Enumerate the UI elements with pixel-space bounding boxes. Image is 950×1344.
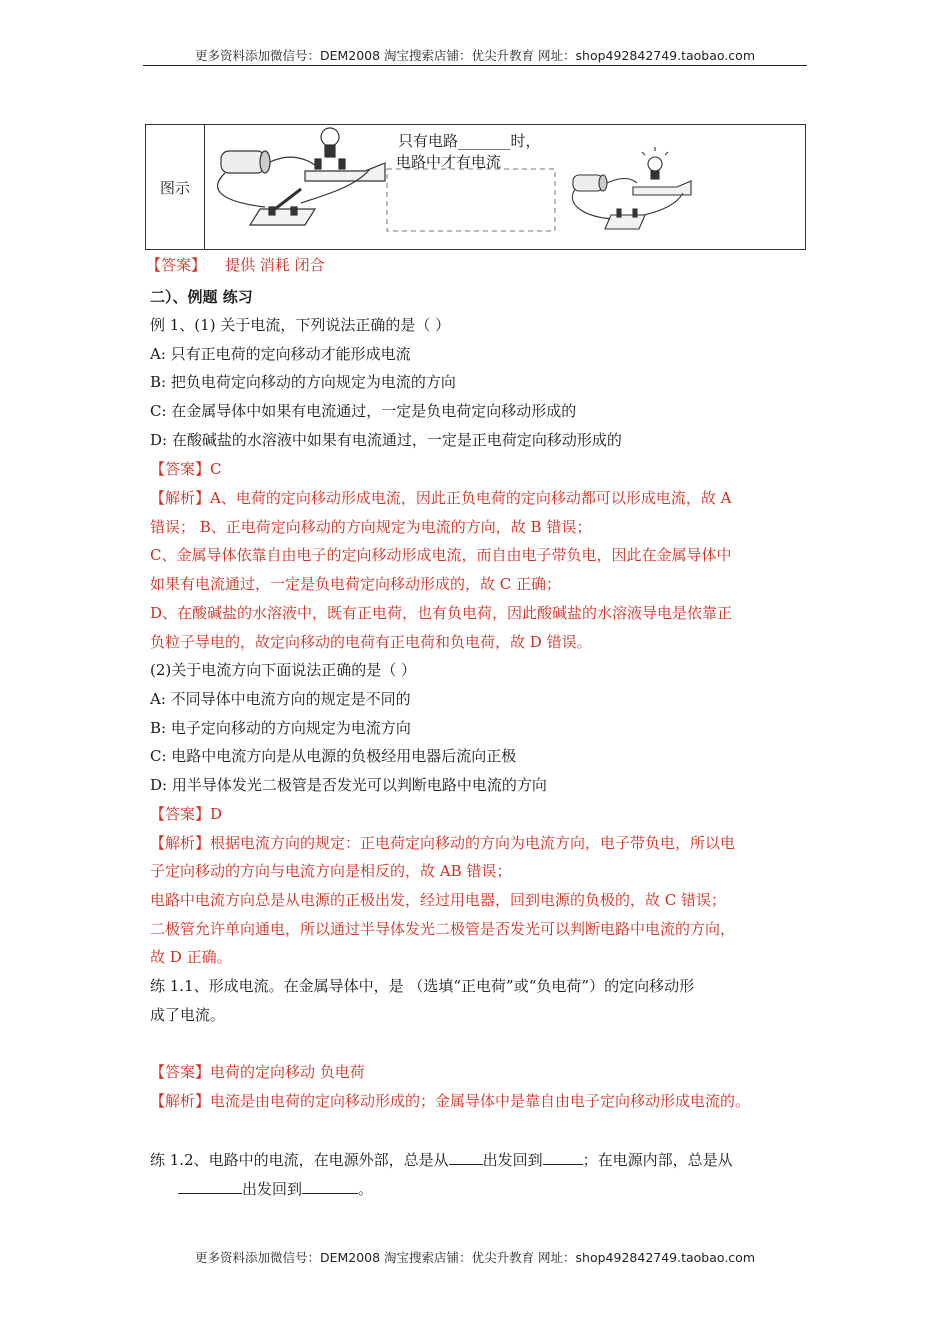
ex2-answer: 【答案】D <box>150 805 223 823</box>
ex1-option-a: A: 只有正电荷的定向移动才能形成电流 <box>150 345 411 363</box>
p11-analysis: 【解析】电流是由电荷的定向移动形成的；金属导体中是靠自由电子定向移动形成电流的。 <box>150 1092 751 1110</box>
ex1-analysis-line: 负粒子导电的，故定向移动的电荷有正电荷和负电荷，故 D 错误。 <box>150 633 592 651</box>
fill-blank[interactable] <box>178 1178 242 1194</box>
ex1-analysis-line: 如果有电流通过，一定是负电荷定向移动形成的，故 C 正确； <box>150 575 562 593</box>
circuit-figure <box>205 125 805 249</box>
ex1-option-c: C: 在金属导体中如果有电流通过，一定是负电荷定向移动形成的 <box>150 402 577 420</box>
answer-line-0 <box>146 255 325 275</box>
p12-question-line1 <box>150 1149 733 1170</box>
figure-caption-line2: 电路中才有电流 <box>396 153 502 171</box>
ex1-option-d: D: 在酸碱盐的水溶液中如果有电流通过，一定是正电荷定向移动形成的 <box>150 431 622 449</box>
circuit-right-drawing <box>572 147 691 229</box>
header-rule <box>143 65 807 66</box>
ex2-analysis-line: 电路中电流方向总是从电源的正极出发，经过用电器，回到电源的负极的，故 C 错误； <box>150 891 727 909</box>
ex1-analysis-line: 【解析】A、电荷的定向移动形成电流，因此正负电荷的定向移动都可以形成电流，故 A <box>150 489 732 507</box>
figure-caption-line1: 只有电路_______时， <box>398 132 541 150</box>
p12-question-line2 <box>178 1178 373 1199</box>
dashed-placeholder-box <box>387 169 555 231</box>
ex2-option-b: B: 电子定向移动的方向规定为电流方向 <box>150 719 411 737</box>
ex2-option-c: C: 电路中电流方向是从电源的负极经用电器后流向正极 <box>150 747 517 765</box>
p12-text-c: ；在电源内部，总是从 <box>582 1151 733 1169</box>
ex1-analysis-line: 错误； B、正电荷定向移动的方向规定为电流的方向，故 B 错误； <box>150 518 592 536</box>
answer-text: 提供 消耗 闭合 <box>225 256 325 274</box>
p12-text-b: 出发回到 <box>482 1151 543 1169</box>
p11-answer: 【答案】电荷的定向移动 负电荷 <box>150 1063 365 1081</box>
p11-question-line1: 练 1.1、形成电流。在金属导体中，是 （选填“正电荷”或“负电荷”）的定向移动形 <box>150 977 695 995</box>
page-header: 更多资料添加微信号：DEM2008 淘宝搜索店铺：优尖升教育 网址：shop492842749.taobao.com <box>194 48 756 63</box>
ex1-option-b: B: 把负电荷定向移动的方向规定为电流的方向 <box>150 373 456 391</box>
ex1-question: 例 1、(1) 关于电流，下列说法正确的是（ ） <box>150 316 451 334</box>
ex1-answer: 【答案】C <box>150 460 222 478</box>
p11-question-line2: 成了电流。 <box>150 1006 226 1024</box>
ex2-option-d: D: 用半导体发光二极管是否发光可以判断电路中电流的方向 <box>150 776 547 794</box>
page-footer: 更多资料添加微信号：DEM2008 淘宝搜索店铺：优尖升教育 网址：shop492842749.taobao.com <box>194 1250 756 1265</box>
section-title: 二）、例题 练习 <box>150 288 253 306</box>
ex2-option-a: A: 不同导体中电流方向的规定是不同的 <box>150 690 411 708</box>
ex2-analysis-line: 故 D 正确。 <box>150 948 232 966</box>
p12-text-e: 。 <box>358 1180 374 1198</box>
fill-blank[interactable] <box>302 1178 358 1194</box>
p12-text-a: 练 1.2、电路中的电流，在电源外部，总是从 <box>150 1151 449 1169</box>
ex2-question: (2)关于电流方向下面说法正确的是（ ） <box>150 661 417 679</box>
ex2-analysis-line: 【解析】根据电流方向的规定：正电荷定向移动的方向为电流方向，电子带负电，所以电 <box>150 834 736 852</box>
fill-blank[interactable] <box>543 1149 583 1165</box>
answer-tag: 【答案】 <box>146 256 207 274</box>
ex2-analysis-line: 二极管允许单向通电，所以通过半导体发光二极管是否发光可以判断电路中电流的方向， <box>150 920 736 938</box>
ex2-analysis-line: 子定向移动的方向与电流方向是相反的，故 AB 错误； <box>150 862 512 880</box>
table-label: 图示 <box>146 125 205 250</box>
ex1-analysis-line: D、在酸碱盐的水溶液中，既有正电荷，也有负电荷，因此酸碱盐的水溶液导电是依靠正 <box>150 604 733 622</box>
fill-blank[interactable] <box>449 1149 483 1165</box>
p12-text-d: 出发回到 <box>242 1180 303 1198</box>
ex1-analysis-line: C、金属导体依靠自由电子的定向移动形成电流，而自由电子带负电，因此在金属导体中 <box>150 546 732 564</box>
table-figure-cell <box>205 125 806 250</box>
circuit-left-drawing <box>218 128 385 225</box>
diagram-table <box>145 124 806 250</box>
